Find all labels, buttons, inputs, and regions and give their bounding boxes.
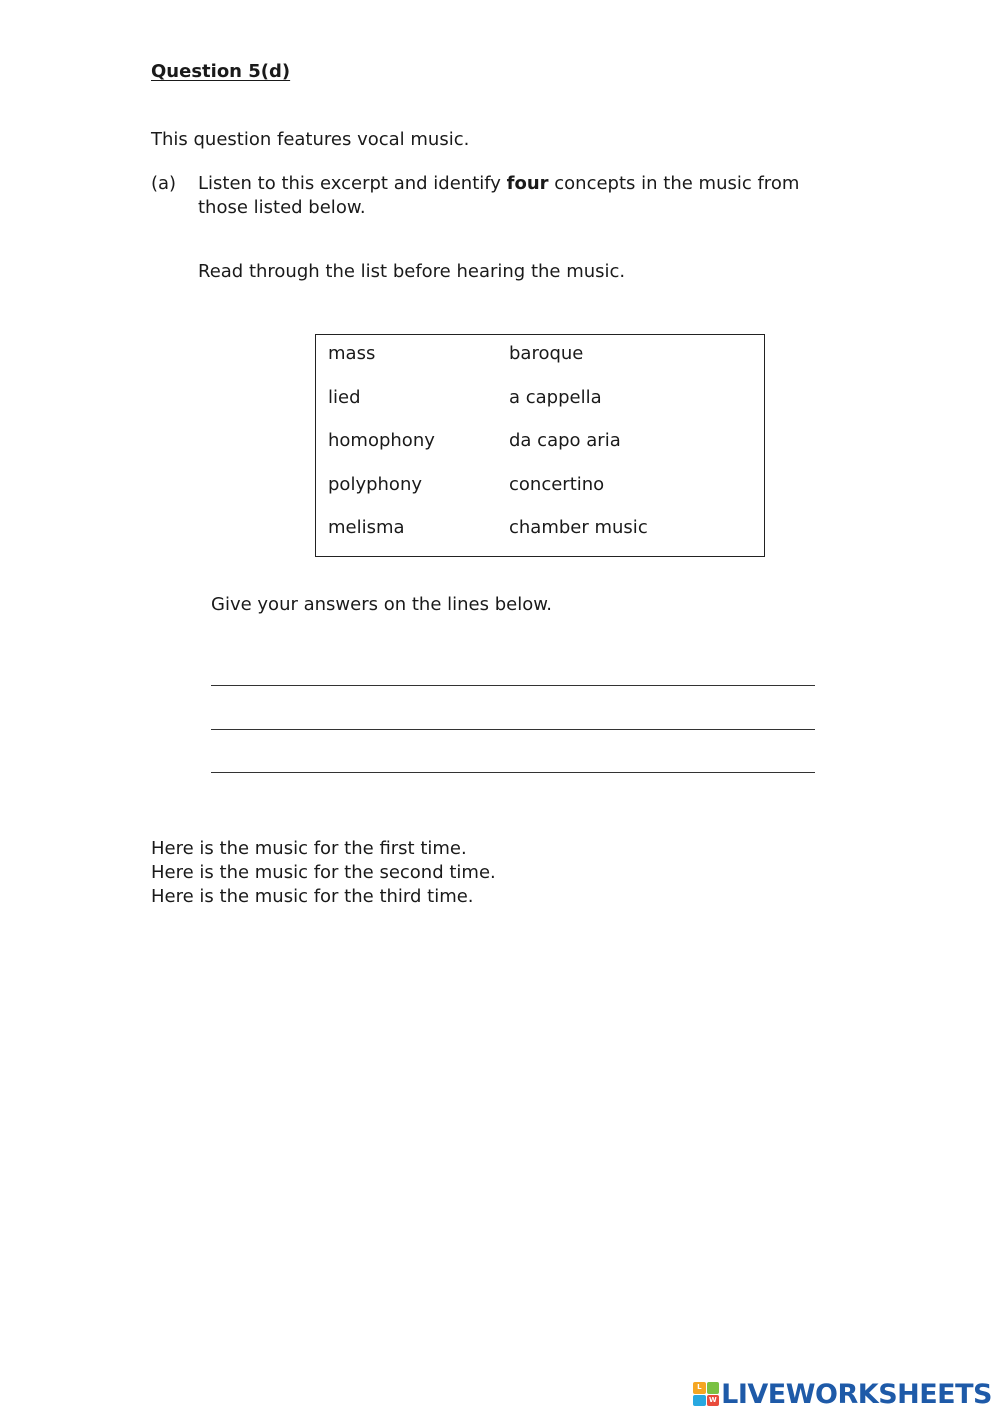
concept-item: mass	[328, 343, 376, 364]
concept-item: homophony	[328, 430, 435, 452]
instruction-line-2: those listed below.	[198, 197, 366, 218]
part-label: (a)	[151, 173, 177, 194]
concept-item: lied	[328, 386, 361, 408]
liveworksheets-logo-icon	[693, 1382, 719, 1406]
logo-tile: W	[707, 1395, 720, 1407]
instruction-bold-word: four	[506, 173, 549, 194]
instruction-line-1	[198, 173, 799, 194]
answer-line-1[interactable]	[211, 685, 815, 686]
playback-third: Here is the music for the third time.	[151, 886, 474, 907]
answer-line-3[interactable]	[211, 772, 815, 773]
liveworksheets-brand[interactable]	[693, 1378, 992, 1410]
logo-tile: L	[693, 1382, 706, 1394]
intro-text: This question features vocal music.	[151, 129, 470, 150]
concept-item: concertino	[509, 473, 605, 495]
playback-first: Here is the music for the first time.	[151, 838, 467, 859]
concept-column-left	[328, 342, 435, 560]
concept-column-right	[509, 342, 648, 560]
instruction-text-after: concepts in the music from	[548, 173, 800, 194]
answer-line-2[interactable]	[211, 729, 815, 730]
concept-item: baroque	[509, 343, 584, 364]
concept-item: melisma	[328, 517, 405, 539]
concept-list-box	[315, 334, 765, 557]
answer-prompt: Give your answers on the lines below.	[211, 594, 552, 615]
concept-item: da capo aria	[509, 430, 621, 452]
instruction-text-before: Listen to this excerpt and identify	[198, 173, 507, 194]
concept-item: a cappella	[509, 386, 602, 408]
question-heading: Question 5(d)	[151, 61, 291, 82]
concept-item: chamber music	[509, 517, 648, 539]
playback-second: Here is the music for the second time.	[151, 862, 496, 883]
read-instruction: Read through the list before hearing the music.	[198, 261, 626, 282]
brand-name: LIVEWORKSHEETS	[721, 1378, 992, 1410]
logo-tile	[707, 1382, 720, 1394]
concept-item: polyphony	[328, 473, 422, 495]
logo-tile	[693, 1395, 706, 1407]
